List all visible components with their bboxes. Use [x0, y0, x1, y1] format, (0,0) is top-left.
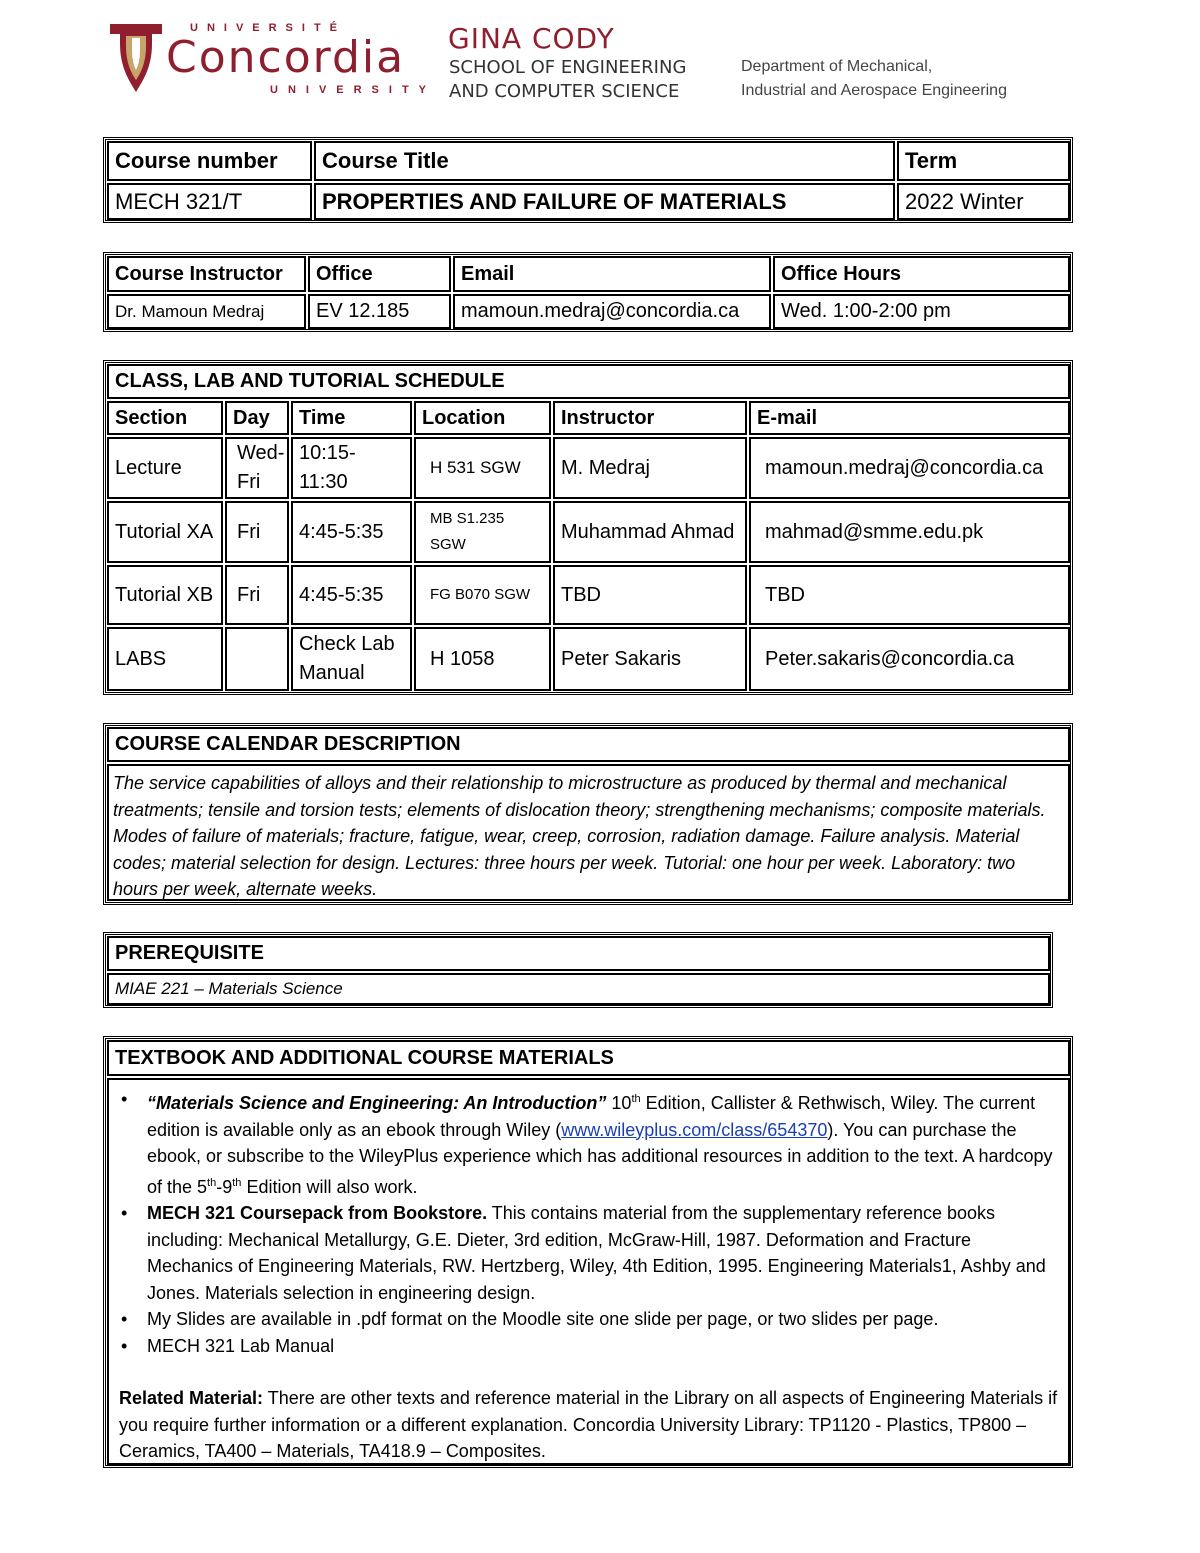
course-table: [103, 137, 1073, 223]
list-item: [147, 1086, 1060, 1200]
table-row-day: [225, 627, 289, 691]
schedule-table: [103, 360, 1073, 695]
list-item: • MECH 321 Lab Manual: [147, 1333, 1060, 1360]
materials-title: TEXTBOOK AND ADDITIONAL COURSE MATERIALS: [107, 1040, 1070, 1076]
table-row-location: MB S1.235 SGW: [414, 501, 551, 563]
school-line-2: SCHOOL OF ENGINEERING: [449, 57, 687, 78]
table-row-section: Tutorial XB: [107, 565, 223, 625]
office-value: EV 12.185: [308, 294, 451, 329]
edition-superscript: th: [232, 1176, 242, 1189]
prerequisite-title: PREREQUISITE: [107, 936, 1050, 971]
university-top-label: UNIVERSITÉ: [190, 22, 347, 34]
department-line-2: Industrial and Aerospace Engineering: [741, 82, 1007, 99]
course-title-label: Course Title: [314, 141, 895, 181]
table-row-location: H 531 SGW: [414, 437, 551, 499]
university-bottom-label: UNIVERSITY: [270, 84, 437, 96]
table-row-section: Lecture: [107, 437, 223, 499]
table-row-section: LABS: [107, 627, 223, 691]
materials-content: [107, 1078, 1070, 1465]
term-value: 2022 Winter: [897, 183, 1070, 220]
textbook-purchase-note: ). You can purchase the ebook, or subscribe to the WileyPlus experience which has additional resources in addition to the text. A hardcopy of the 5: [147, 1119, 1053, 1197]
textbook-details: Edition, Callister & Rethwisch, Wiley. The current edition is available only as an ebook through Wiley (: [147, 1093, 1036, 1140]
edition-note-end: Edition will also work.: [246, 1176, 418, 1197]
instructor-name: Dr. Mamoun Medraj: [107, 294, 306, 329]
schedule-header-location: Location: [414, 401, 551, 435]
concordia-shield-logo: [108, 20, 164, 96]
schedule-title: CLASS, LAB AND TUTORIAL SCHEDULE: [107, 364, 1070, 399]
table-row-day: Fri: [225, 501, 289, 563]
table-row-instructor: M. Medraj: [553, 437, 747, 499]
schedule-header-section: Section: [107, 401, 223, 435]
email-label: Email: [453, 256, 771, 292]
course-title-value: PROPERTIES AND FAILURE OF MATERIALS: [314, 183, 895, 220]
prerequisite-text: MIAE 221 – Materials Science: [107, 973, 1050, 1005]
table-row-email[interactable]: mahmad@smme.edu.pk: [749, 501, 1070, 563]
email-value[interactable]: mamoun.medraj@concordia.ca: [453, 294, 771, 329]
textbook-edition-number: 10: [611, 1093, 632, 1113]
calendar-description-box: [103, 723, 1073, 905]
calendar-text: The service capabilities of alloys and their relationship to microstructure as produced by thermal and mechanical treatments; tensile and torsion tests; elements of dislocation theory; strengthening mechanisms; composite materials. Modes of failure of materials; fracture, fatigue, wear, creep, corrosion, radiation damage. Failure analysis. Material codes; material selection for design. Lectures: three hours per week. Tutorial: one hour per week. Laboratory: two hours per week, alternate weeks.: [113, 773, 1046, 899]
edition-superscript: th: [207, 1176, 217, 1189]
calendar-text-cell: [107, 764, 1070, 901]
list-item: • My Slides are available in .pdf format on the Moodle site one slide per page, or two slides per page.: [147, 1306, 1060, 1333]
calendar-title: COURSE CALENDAR DESCRIPTION: [107, 727, 1070, 762]
office-label: Office: [308, 256, 451, 292]
term-label: Term: [897, 141, 1070, 181]
table-row-instructor: Peter Sakaris: [553, 627, 747, 691]
department-line-1: Department of Mechanical,: [741, 58, 933, 75]
table-row-location: FG B070 SGW: [414, 565, 551, 625]
related-material-text: There are other texts and reference material in the Library on all aspects of Engineering Materials if you require further information or a different explanation. Concordia University Library: TP1120 - Plastics, TP800 – Ceramics, TA400 – Materials, TA418.9 – Composites.: [119, 1388, 1058, 1461]
materials-list: [119, 1086, 1060, 1359]
coursepack-text: This contains material from the supplementary reference books including: Mechanical Metallurgy, G.E. Dieter, 3rd edition, McGraw-Hill, 1987. Deformation and Fracture Mechanics of Engineering Materials, RW. Hertzberg, Wiley, 4th Edition, 1995. Engineering Materials1, Ashby and Jones. Materials selection in engineering design.: [147, 1203, 1046, 1303]
schedule-header-email: E-mail: [749, 401, 1070, 435]
table-row-instructor: TBD: [553, 565, 747, 625]
table-row-time: 4:45-5:35: [291, 501, 412, 563]
school-name: GINA CODY: [448, 22, 615, 55]
related-material: [119, 1385, 1060, 1465]
table-row-email: TBD: [749, 565, 1070, 625]
table-row-time: Check Lab Manual: [291, 627, 412, 691]
office-hours-label: Office Hours: [773, 256, 1070, 292]
edition-range-dash: -9: [216, 1176, 233, 1197]
schedule-header-time: Time: [291, 401, 412, 435]
related-material-label: Related Material:: [119, 1388, 264, 1408]
office-hours-value: Wed. 1:00-2:00 pm: [773, 294, 1070, 329]
textbook-title: “Materials Science and Engineering: An Introduction”: [147, 1093, 607, 1113]
coursepack-title: MECH 321 Coursepack from Bookstore.: [147, 1203, 488, 1223]
university-name: Concordia: [166, 32, 406, 83]
list-item: [147, 1200, 1060, 1306]
table-row-location: H 1058: [414, 627, 551, 691]
wileyplus-link[interactable]: www.wileyplus.com/class/654370: [561, 1119, 828, 1140]
document-header: [0, 0, 1200, 120]
table-row-time: 10:15-11:30: [291, 437, 412, 499]
school-line-3: AND COMPUTER SCIENCE: [449, 81, 680, 102]
table-row-time: 4:45-5:35: [291, 565, 412, 625]
schedule-header-day: Day: [225, 401, 289, 435]
course-number-label: Course number: [107, 141, 312, 181]
table-row-email[interactable]: Peter.sakaris@concordia.ca: [749, 627, 1070, 691]
edition-superscript: th: [631, 1093, 641, 1105]
instructor-label: Course Instructor: [107, 256, 306, 292]
table-row-instructor: Muhammad Ahmad: [553, 501, 747, 563]
table-row-day: Fri: [225, 565, 289, 625]
table-row-section: Tutorial XA: [107, 501, 223, 563]
instructor-table: [103, 252, 1073, 332]
prerequisite-box: [103, 932, 1053, 1008]
table-row-day: Wed-Fri: [225, 437, 289, 499]
schedule-header-instructor: Instructor: [553, 401, 747, 435]
materials-box: [103, 1036, 1073, 1468]
table-row-email[interactable]: mamoun.medraj@concordia.ca: [749, 437, 1070, 499]
course-number-value: MECH 321/T: [107, 183, 312, 220]
